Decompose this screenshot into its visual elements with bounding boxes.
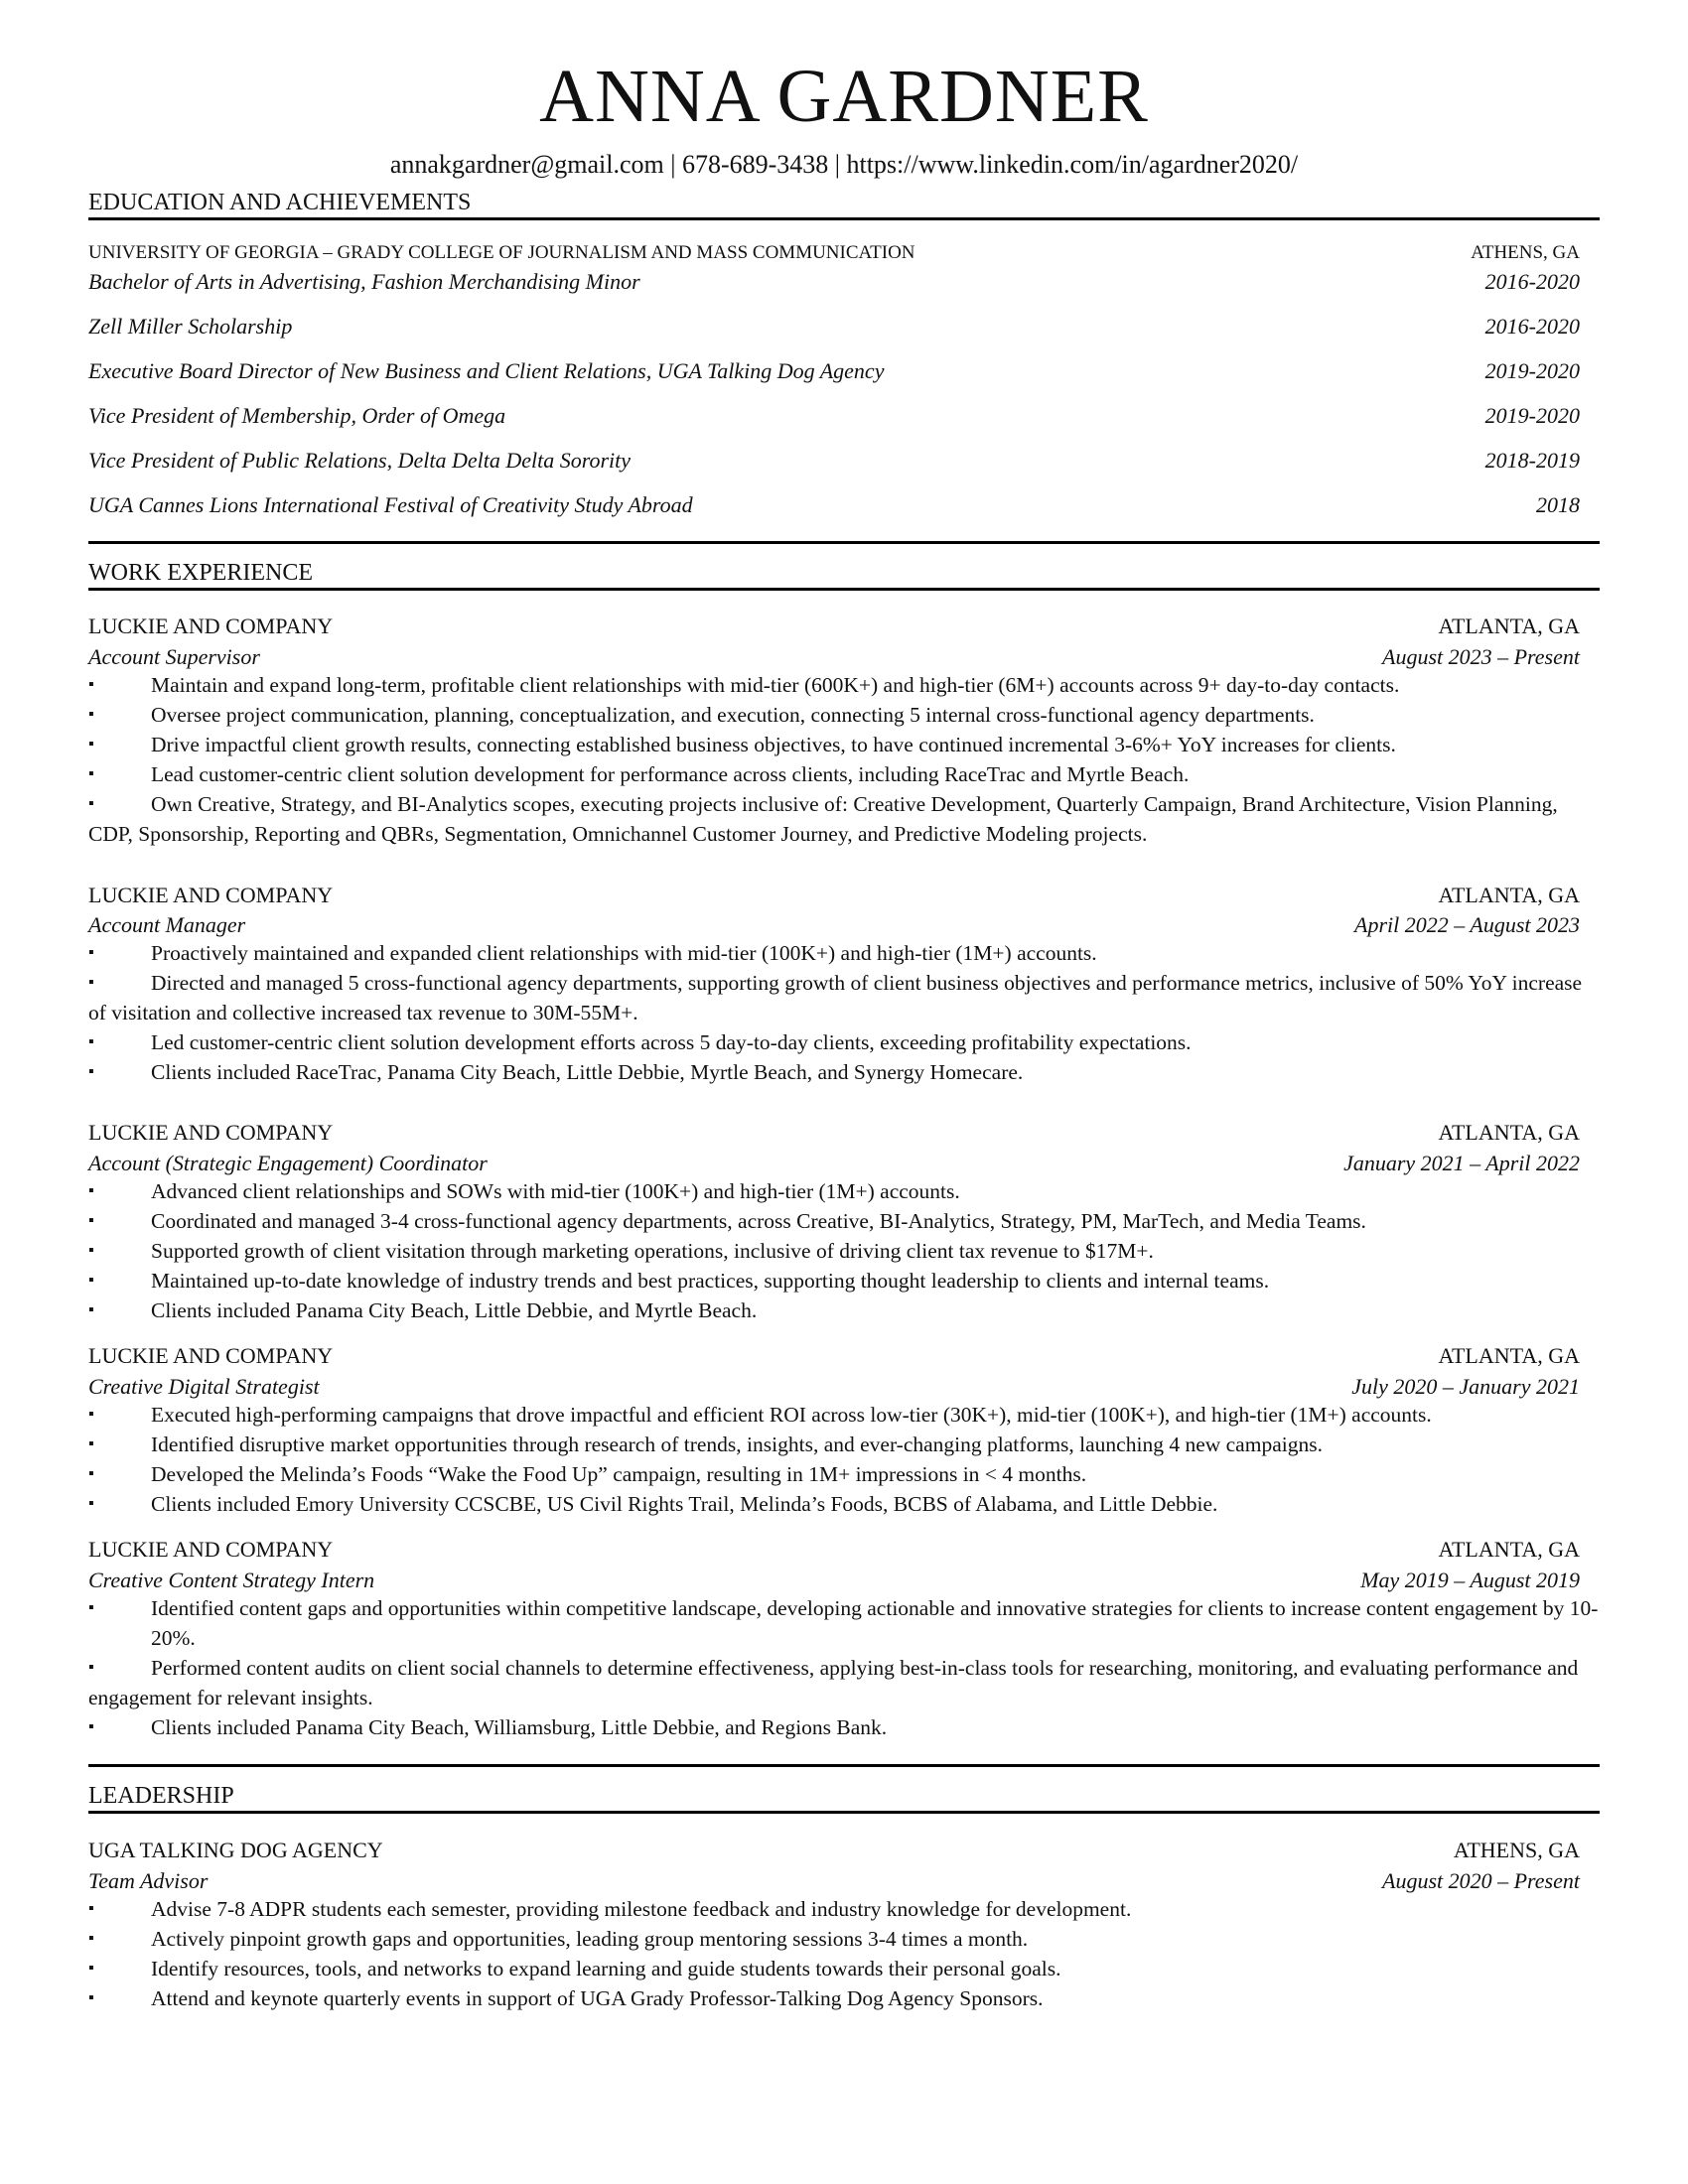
bullet-item xyxy=(88,1593,1600,1653)
education-item-text: UGA Cannes Lions International Festival of Creativity Study Abroad xyxy=(88,492,693,517)
bullet-item xyxy=(88,1296,1600,1325)
bullet-text: Clients included Emory University CCSCBE, US Civil Rights Trail, Melinda’s Foods, BCBS of Alabama, and Little Debbie. xyxy=(151,1492,1218,1516)
section-divider xyxy=(88,588,1600,591)
job-header xyxy=(88,882,1580,909)
bullet-text: Identified disruptive market opportunities through research of trends, insights, and ever-changing platforms, launching 4 new campaigns. xyxy=(151,1433,1323,1456)
job-dates: August 2023 – Present xyxy=(1382,644,1580,669)
bullet-icon: ▪ xyxy=(88,974,94,991)
education-school-row xyxy=(88,239,1580,267)
education-item-date: 2018 xyxy=(1536,492,1580,517)
bullet-icon: ▪ xyxy=(88,706,94,723)
section-divider xyxy=(88,1764,1600,1767)
education-item-text: Zell Miller Scholarship xyxy=(88,314,293,339)
bullet-item xyxy=(88,1027,1600,1057)
bullet-text: Proactively maintained and expanded client relationships with mid-tier (100K+) and high-tier (1M+) accounts. xyxy=(151,941,1097,965)
bullet-icon: ▪ xyxy=(88,1406,94,1423)
bullet-item xyxy=(88,1459,1600,1489)
job-role-row xyxy=(88,1150,1580,1177)
section-divider xyxy=(88,1811,1600,1814)
education-item-date: 2016-2020 xyxy=(1484,269,1580,294)
education-item-date: 2019-2020 xyxy=(1484,403,1580,428)
education-item-text: Vice President of Public Relations, Delta Delta Delta Sorority xyxy=(88,448,632,473)
bullet-icon: ▪ xyxy=(88,1182,94,1199)
bullet-text: Maintain and expand long-term, profitable client relationships with mid-tier (600K+) and high-tier (6M+) accounts across 9+ day-to-day contacts. xyxy=(151,673,1400,697)
bullet-text: Directed and managed 5 cross-functional agency departments, supporting growth of client business objectives and performance metrics, inclusive of 50% YoY increase of visitation and collective increased tax revenue to 30M-55M+. xyxy=(88,971,1583,1024)
bullet-text: Developed the Melinda’s Foods “Wake the Food Up” campaign, resulting in 1M+ impressions in < 4 months. xyxy=(151,1462,1087,1486)
job-role: Account Supervisor xyxy=(88,644,260,669)
bullet-item xyxy=(88,700,1600,730)
education-item xyxy=(88,402,1580,430)
section-divider xyxy=(88,541,1600,544)
job-role-row xyxy=(88,911,1580,939)
job-role: Creative Content Strategy Intern xyxy=(88,1568,375,1592)
bullet-text: Maintained up-to-date knowledge of industry trends and best practices, supporting thought leadership to clients and internal teams. xyxy=(151,1269,1270,1293)
section-title-education: EDUCATION AND ACHIEVEMENTS xyxy=(88,190,472,215)
bullet-text: Clients included Panama City Beach, Little Debbie, and Myrtle Beach. xyxy=(151,1298,758,1322)
bullet-icon: ▪ xyxy=(88,1930,94,1947)
bullet-icon: ▪ xyxy=(88,1989,94,2006)
bullet-text: Advise 7-8 ADPR students each semester, providing milestone feedback and industry knowledge for development. xyxy=(151,1897,1132,1921)
bullet-item xyxy=(88,1489,1600,1519)
bullet-icon: ▪ xyxy=(88,1063,94,1080)
bullet-text: Coordinated and managed 3-4 cross-functional agency departments, across Creative, BI-Analytics, Strategy, PM, MarTech, and Media Teams. xyxy=(151,1209,1366,1233)
bullet-icon: ▪ xyxy=(88,1435,94,1452)
bullet-item xyxy=(88,1924,1600,1954)
job-header xyxy=(88,613,1580,640)
bullet-item xyxy=(88,1400,1600,1430)
job-company: LUCKIE AND COMPANY xyxy=(88,883,334,907)
job-company: LUCKIE AND COMPANY xyxy=(88,1537,334,1562)
leadership-role-row xyxy=(88,1867,1580,1895)
job-location: ATLANTA, GA xyxy=(1438,614,1580,638)
bullet-icon: ▪ xyxy=(88,1495,94,1512)
bullet-text: Supported growth of client visitation through marketing operations, inclusive of driving client tax revenue to $17M+. xyxy=(151,1239,1154,1263)
section-title-leadership: LEADERSHIP xyxy=(88,1783,234,1809)
leadership-role: Team Advisor xyxy=(88,1868,209,1893)
bullet-icon: ▪ xyxy=(88,1033,94,1050)
bullet-item xyxy=(88,789,1600,849)
job-role-row xyxy=(88,643,1580,671)
job-role: Account (Strategic Engagement) Coordinator xyxy=(88,1151,488,1175)
school-location: ATHENS, GA xyxy=(1471,242,1580,263)
bullet-text: Performed content audits on client social channels to determine effectiveness, applying best-in-class tools for researching, monitoring, and evaluating performance and engagement for relevant insights. xyxy=(88,1656,1579,1709)
bullet-text: Drive impactful client growth results, connecting established business objectives, to have continued incremental 3-6%+ YoY increases for clients. xyxy=(151,733,1396,756)
bullet-item xyxy=(88,1894,1600,1924)
school-name: UNIVERSITY OF GEORGIA – GRADY COLLEGE OF JOURNALISM AND MASS COMMUNICATION xyxy=(88,242,915,263)
bullet-item xyxy=(88,1653,1600,1712)
education-item-date: 2019-2020 xyxy=(1484,358,1580,383)
job-location: ATLANTA, GA xyxy=(1438,1120,1580,1145)
job-role-row xyxy=(88,1567,1580,1594)
job-header xyxy=(88,1536,1580,1564)
education-item xyxy=(88,313,1580,341)
education-item-text: Bachelor of Arts in Advertising, Fashion Merchandising Minor xyxy=(88,269,640,294)
job-dates: April 2022 – August 2023 xyxy=(1354,912,1580,937)
bullet-item xyxy=(88,759,1600,789)
job-role: Creative Digital Strategist xyxy=(88,1374,320,1399)
job-role-row xyxy=(88,1373,1580,1401)
bullet-text: Advanced client relationships and SOWs with mid-tier (100K+) and high-tier (1M+) accounts. xyxy=(151,1179,960,1203)
job-dates: July 2020 – January 2021 xyxy=(1351,1374,1580,1399)
bullet-text: Clients included Panama City Beach, Williamsburg, Little Debbie, and Regions Bank. xyxy=(151,1715,888,1739)
education-item xyxy=(88,447,1580,475)
job-header xyxy=(88,1119,1580,1147)
job-company: LUCKIE AND COMPANY xyxy=(88,1120,334,1145)
bullet-icon: ▪ xyxy=(88,1272,94,1289)
education-item xyxy=(88,357,1580,385)
bullet-item xyxy=(88,730,1600,759)
bullet-text: Identified content gaps and opportunities within competitive landscape, developing actionable and innovative strategies for clients to increase content engagement by 10-20%. xyxy=(151,1596,1599,1650)
job-location: ATLANTA, GA xyxy=(1438,1343,1580,1368)
bullet-text: Oversee project communication, planning, conceptualization, and execution, connecting 5 internal cross-functional agency departments. xyxy=(151,703,1315,727)
bullet-text: Lead customer-centric client solution development for performance across clients, including RaceTrac and Myrtle Beach. xyxy=(151,762,1190,786)
bullet-text: Identify resources, tools, and networks to expand learning and guide students towards their personal goals. xyxy=(151,1957,1061,1980)
education-item-date: 2016-2020 xyxy=(1484,314,1580,339)
bullet-text: Led customer-centric client solution development efforts across 5 day-to-day clients, exceeding profitability expectations. xyxy=(151,1030,1192,1054)
bullet-icon: ▪ xyxy=(88,1960,94,1977)
leadership-dates: August 2020 – Present xyxy=(1382,1868,1580,1893)
job-dates: May 2019 – August 2019 xyxy=(1360,1568,1580,1592)
bullet-text: Own Creative, Strategy, and BI-Analytics scopes, executing projects inclusive of: Creative Development, Quarterly Campaign, Brand Architecture, Vision Planning, CDP, Sponsorship, Reporting and QBRs, Segmentation, Omnichannel Customer Journey, and Predictive Modeling projects. xyxy=(88,792,1558,846)
job-header xyxy=(88,1342,1580,1370)
bullet-icon: ▪ xyxy=(88,736,94,752)
bullet-icon: ▪ xyxy=(88,1242,94,1259)
section-divider xyxy=(88,217,1600,220)
bullet-text: Executed high-performing campaigns that drove impactful and efficient ROI across low-tier (30K+), mid-tier (100K+), and high-tier (1M+) accounts. xyxy=(151,1403,1432,1427)
job-company: LUCKIE AND COMPANY xyxy=(88,1343,334,1368)
job-location: ATLANTA, GA xyxy=(1438,1537,1580,1562)
bullet-icon: ▪ xyxy=(88,765,94,782)
bullet-item xyxy=(88,1236,1600,1266)
bullet-text: Clients included RaceTrac, Panama City Beach, Little Debbie, Myrtle Beach, and Synergy Homecare. xyxy=(151,1060,1024,1084)
bullet-item xyxy=(88,938,1600,968)
job-role: Account Manager xyxy=(88,912,246,937)
bullet-icon: ▪ xyxy=(88,795,94,812)
bullet-item xyxy=(88,1430,1600,1459)
job-company: LUCKIE AND COMPANY xyxy=(88,614,334,638)
candidate-name: ANNA GARDNER xyxy=(539,55,1149,138)
education-item xyxy=(88,268,1580,296)
bullet-item xyxy=(88,1206,1600,1236)
bullet-item xyxy=(88,968,1600,1027)
bullet-item xyxy=(88,1712,1600,1742)
bullet-text: Actively pinpoint growth gaps and opportunities, leading group mentoring sessions 3-4 times a month. xyxy=(151,1927,1029,1951)
leadership-org: UGA TALKING DOG AGENCY xyxy=(88,1838,383,1862)
bullet-item xyxy=(88,670,1600,700)
bullet-icon: ▪ xyxy=(88,944,94,961)
bullet-item xyxy=(88,1176,1600,1206)
bullet-icon: ▪ xyxy=(88,1900,94,1917)
contact-line: annakgardner@gmail.com | 678-689-3438 | https://www.linkedin.com/in/agardner2020/ xyxy=(389,150,1299,179)
bullet-icon: ▪ xyxy=(88,1718,94,1735)
bullet-text: Attend and keynote quarterly events in support of UGA Grady Professor-Talking Dog Agency Sponsors. xyxy=(151,1986,1044,2010)
leadership-header xyxy=(88,1837,1580,1864)
education-item-text: Executive Board Director of New Business and Client Relations, UGA Talking Dog Agency xyxy=(88,358,885,383)
bullet-icon: ▪ xyxy=(88,1659,94,1676)
bullet-icon: ▪ xyxy=(88,1465,94,1482)
bullet-item xyxy=(88,1266,1600,1296)
leadership-location: ATHENS, GA xyxy=(1453,1838,1580,1862)
bullet-icon: ▪ xyxy=(88,1212,94,1229)
education-item xyxy=(88,491,1580,519)
job-dates: January 2021 – April 2022 xyxy=(1343,1151,1580,1175)
job-location: ATLANTA, GA xyxy=(1438,883,1580,907)
education-item-text: Vice President of Membership, Order of Omega xyxy=(88,403,506,428)
bullet-item xyxy=(88,1954,1600,1983)
bullet-icon: ▪ xyxy=(88,676,94,693)
bullet-item xyxy=(88,1983,1600,2013)
bullet-icon: ▪ xyxy=(88,1301,94,1318)
bullet-item xyxy=(88,1057,1600,1087)
education-item-date: 2018-2019 xyxy=(1484,448,1580,473)
section-title-work: WORK EXPERIENCE xyxy=(88,560,313,586)
bullet-icon: ▪ xyxy=(88,1599,94,1616)
